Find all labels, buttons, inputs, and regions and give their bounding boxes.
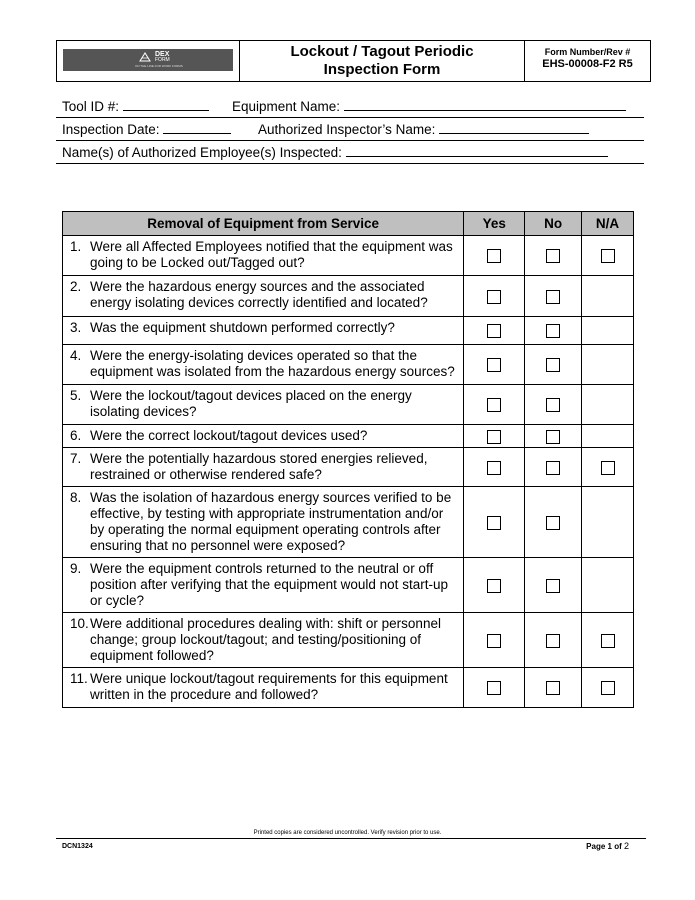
logo-tagline: ON THE LINE FOR WORK FORMS (135, 64, 183, 68)
question-cell (63, 448, 464, 487)
na-cell (582, 345, 634, 385)
no-cell (525, 317, 582, 345)
yes-cell (464, 425, 525, 448)
question-text: Were all Affected Employees notified that the equipment was going to be Locked out/Tagged out? (90, 239, 453, 270)
table-row (63, 345, 634, 385)
yes-cell (464, 317, 525, 345)
equipment-name-label: Equipment Name: (232, 99, 341, 114)
no-cell (525, 236, 582, 276)
question-cell (63, 236, 464, 276)
no-checkbox[interactable] (546, 461, 560, 475)
no-cell (525, 385, 582, 425)
table-header-row (63, 212, 634, 236)
yes-checkbox[interactable] (487, 324, 501, 338)
no-checkbox[interactable] (546, 290, 560, 304)
tool-id-field[interactable] (123, 98, 209, 111)
question-text: Were the correct lockout/tagout devices used? (90, 428, 368, 443)
table-row (63, 613, 634, 668)
page-label: Page 1 of (586, 842, 622, 851)
no-cell (525, 487, 582, 558)
no-checkbox[interactable] (546, 430, 560, 444)
yes-cell (464, 385, 525, 425)
no-cell (525, 276, 582, 317)
question-number: 11. (70, 671, 88, 686)
info-line-tool (56, 95, 644, 118)
na-cell (582, 613, 634, 668)
table-row (63, 558, 634, 613)
yes-checkbox[interactable] (487, 461, 501, 475)
question-text: Was the equipment shutdown performed correctly? (90, 320, 395, 335)
form-title-line2: Inspection Form (323, 61, 441, 78)
na-cell (582, 425, 634, 448)
question-number: 6. (70, 428, 82, 443)
inspector-name-label: Authorized Inspector’s Name: (258, 122, 436, 137)
page-number (586, 841, 629, 851)
logo-cell (57, 41, 240, 81)
yes-header: Yes (464, 212, 525, 236)
question-text: Were unique lockout/tagout requirements for this equipment written in the procedure and followed? (90, 671, 448, 702)
no-checkbox[interactable] (546, 579, 560, 593)
na-cell (582, 448, 634, 487)
yes-checkbox[interactable] (487, 398, 501, 412)
na-cell (582, 385, 634, 425)
yes-checkbox[interactable] (487, 290, 501, 304)
question-text: Were the hazardous energy sources and the associated energy isolating devices correctly identified and located? (90, 279, 428, 310)
question-cell (63, 425, 464, 448)
form-header (56, 40, 651, 82)
no-cell (525, 425, 582, 448)
yes-checkbox[interactable] (487, 579, 501, 593)
logo-subtext: FORM (155, 57, 170, 63)
question-number: 10. (70, 616, 89, 631)
question-number: 7. (70, 451, 82, 466)
inspection-date-field[interactable] (163, 121, 231, 134)
section-header: Removal of Equipment from Service (63, 212, 464, 236)
no-checkbox[interactable] (546, 358, 560, 372)
no-checkbox[interactable] (546, 516, 560, 530)
na-header: N/A (582, 212, 634, 236)
table-row (63, 425, 634, 448)
question-cell (63, 487, 464, 558)
na-cell (582, 668, 634, 708)
equipment-name-field[interactable] (344, 98, 626, 111)
na-checkbox[interactable] (601, 461, 615, 475)
form-title (240, 41, 524, 81)
question-text: Were the potentially hazardous stored energies relieved, restrained or otherwise rendered safe? (90, 451, 428, 482)
no-cell (525, 345, 582, 385)
no-cell (525, 448, 582, 487)
logo-mark-icon (139, 52, 151, 62)
na-cell (582, 236, 634, 276)
yes-cell (464, 487, 525, 558)
table-row (63, 276, 634, 317)
footer-note: Printed copies are considered uncontrolled. Verify revision prior to use. (253, 830, 442, 836)
question-cell (63, 345, 464, 385)
no-checkbox[interactable] (546, 634, 560, 648)
no-checkbox[interactable] (546, 324, 560, 338)
no-cell (525, 613, 582, 668)
yes-cell (464, 448, 525, 487)
na-checkbox[interactable] (601, 681, 615, 695)
employees-label: Name(s) of Authorized Employee(s) Inspected: (62, 145, 342, 160)
inspection-date-label: Inspection Date: (62, 122, 160, 137)
table-row (63, 448, 634, 487)
na-checkbox[interactable] (601, 249, 615, 263)
question-text: Were the lockout/tagout devices placed on the energy isolating devices? (90, 388, 412, 419)
no-cell (525, 558, 582, 613)
table-row (63, 487, 634, 558)
na-cell (582, 487, 634, 558)
question-number: 8. (70, 490, 82, 505)
dcn-number: DCN1324 (62, 843, 93, 850)
na-cell (582, 276, 634, 317)
question-text: Were the energy-isolating devices operated so that the equipment was isolated from the hazardous energy sources? (90, 348, 455, 379)
yes-cell (464, 668, 525, 708)
question-number: 3. (70, 320, 82, 335)
yes-cell (464, 558, 525, 613)
na-cell (582, 558, 634, 613)
footer-divider (56, 838, 646, 839)
no-cell (525, 668, 582, 708)
yes-checkbox[interactable] (487, 249, 501, 263)
yes-cell (464, 236, 525, 276)
no-checkbox[interactable] (546, 398, 560, 412)
question-text: Were additional procedures dealing with: shift or personnel change; group lockout/tagout; and testing/positioning of equipment followed? (90, 616, 441, 663)
tool-id-label: Tool ID #: (62, 99, 120, 114)
company-logo (63, 49, 233, 71)
no-header: No (525, 212, 582, 236)
yes-cell (464, 613, 525, 668)
yes-checkbox[interactable] (487, 681, 501, 695)
question-cell (63, 558, 464, 613)
table-row (63, 385, 634, 425)
question-cell (63, 317, 464, 345)
info-line-employees (56, 141, 644, 164)
yes-cell (464, 345, 525, 385)
na-cell (582, 317, 634, 345)
question-cell (63, 276, 464, 317)
question-cell (63, 385, 464, 425)
yes-checkbox[interactable] (487, 430, 501, 444)
form-number: EHS-00008-F2 R5 (542, 58, 633, 70)
question-text: Was the isolation of hazardous energy sources verified to be effective, by testing with appropriate instrumentation and/or by operating the normal equipment operating controls after ensuring that no personnel were exposed? (90, 490, 452, 553)
table-row (63, 668, 634, 708)
question-number: 5. (70, 388, 82, 403)
na-checkbox[interactable] (601, 634, 615, 648)
no-checkbox[interactable] (546, 681, 560, 695)
page-total: 2 (623, 841, 629, 851)
question-number: 2. (70, 279, 82, 294)
form-title-line1: Lockout / Tagout Periodic (290, 43, 474, 60)
logo-text: DEX (155, 51, 170, 58)
yes-cell (464, 276, 525, 317)
yes-checkbox[interactable] (487, 516, 501, 530)
form-number-label: Form Number/Rev # (544, 47, 631, 57)
yes-checkbox[interactable] (487, 634, 501, 648)
question-number: 9. (70, 561, 82, 576)
employees-field[interactable] (346, 144, 608, 157)
question-cell (63, 613, 464, 668)
question-number: 4. (70, 348, 82, 363)
form-number-cell (524, 41, 650, 81)
table-row (63, 236, 634, 276)
yes-checkbox[interactable] (487, 358, 501, 372)
question-number: 1. (70, 239, 82, 254)
inspection-table (62, 211, 634, 708)
inspector-name-field[interactable] (439, 121, 589, 134)
table-row (63, 317, 634, 345)
question-text: Were the equipment controls returned to the neutral or off position after verifying that the equipment would not start-up or cycle? (90, 561, 448, 608)
no-checkbox[interactable] (546, 249, 560, 263)
question-cell (63, 668, 464, 708)
info-line-inspection (56, 118, 644, 141)
